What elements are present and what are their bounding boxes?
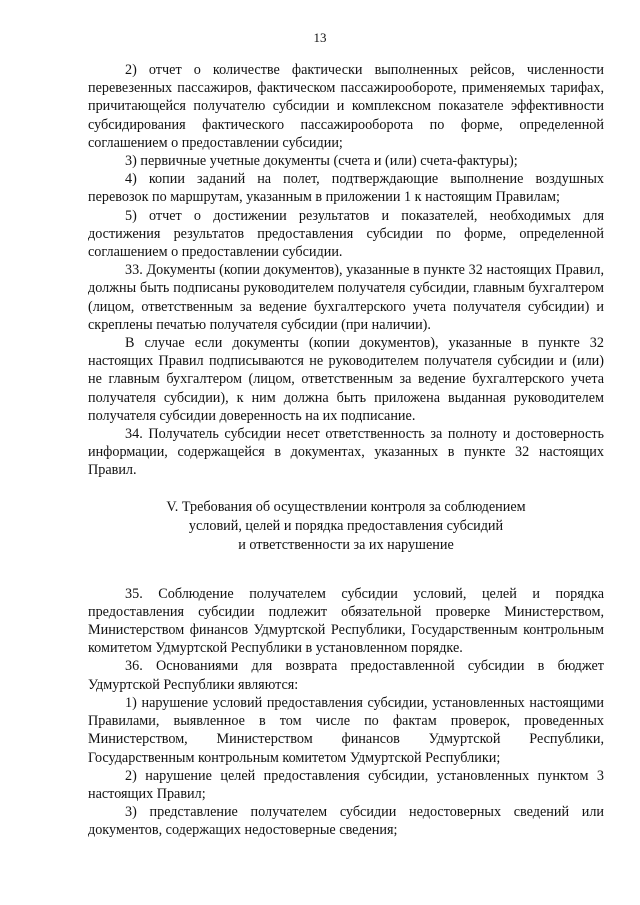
paragraph-item-3: 3) первичные учетные документы (счета и (или) счета-фактуры); (125, 153, 518, 170)
paragraph-ground-2: 2) нарушение целей предоставления субсидии, установленных пунктом 3 настоящих Правил; (88, 767, 604, 802)
section-heading (88, 498, 604, 555)
paragraph-clause-33: 33. Документы (копии документов), указанные в пункте 32 настоящих Правил, должны быть подписаны руководителем получателя субсидии, главным бухгалтером (лицом, ответственным за ведение бухгалтерского учета получателя субсидии) и скреплены печатью получателя субсидии (при наличии). (88, 262, 604, 333)
paragraph-ground-1: 1) нарушение условий предоставления субсидии, установленных настоящими Правилами, выявленное в том числе по фактам проверок, проведенных Министерством, Министерством финансов Удмуртской Республики, Государственным контрольным комитетом Удмуртской Республики; (88, 694, 604, 766)
paragraph-item-4: 4) копии заданий на полет, подтверждающие выполнение воздушных перевозок по маршрутам, указанным в приложении 1 к настоящим Правилам; (88, 171, 604, 206)
section-heading-line-3: и ответственности за их нарушение (238, 536, 454, 553)
paragraph-clause-35: 35. Соблюдение получателем субсидии условий, целей и порядка предоставления субсидии подлежит обязательной проверке Министерством, Министерством финансов Удмуртской Республики, Государственным контрольным комитетом Удмуртской Республики в установленном порядке. (88, 585, 604, 657)
paragraph-item-5: 5) отчет о достижении результатов и показателей, необходимых для достижения результатов предоставления субсидии по форме, определенной соглашением о предоставлении субсидии. (88, 207, 604, 261)
paragraph-clause-34: 34. Получатель субсидии несет ответственность за полноту и достоверность информации, содержащейся в документах, указанных в пункте 32 настоящих Правил. (88, 426, 604, 479)
page-number: 13 (313, 30, 327, 45)
section-heading-line-1: V. Требования об осуществлении контроля за соблюдением (166, 498, 526, 515)
section-heading-line-2: условий, целей и порядка предоставления субсидий (188, 517, 504, 534)
paragraph-item-2: 2) отчет о количестве фактически выполненных рейсов, численности перевезенных пассажиров, фактическом пассажирообороте, применяемых тарифах, причитающейся получателю субсидии и комплексном показателе эффективности субсидирования фактического пассажирооборота по форме, определенной соглашением о предоставлении субсидии; (88, 62, 604, 151)
document-body (88, 61, 604, 840)
paragraph-clause-33-note: В случае если документы (копии документов), указанные в пункте 32 настоящих Правил подписываются не руководителем получателя субсидии и (или) не главным бухгалтером (лицом, ответственным за ведение бухгалтерского учета получателя субсидии), к ним должна быть приложена выданная руководителем получателя субсидии доверенность на их подписание. (88, 335, 604, 424)
paragraph-ground-3: 3) представление получателем субсидии недостоверных сведений или документов, содержащих недостоверные сведения; (88, 804, 604, 839)
paragraph-clause-36: 36. Основаниями для возврата предоставленной субсидии в бюджет Удмуртской Республики являются: (88, 658, 604, 693)
